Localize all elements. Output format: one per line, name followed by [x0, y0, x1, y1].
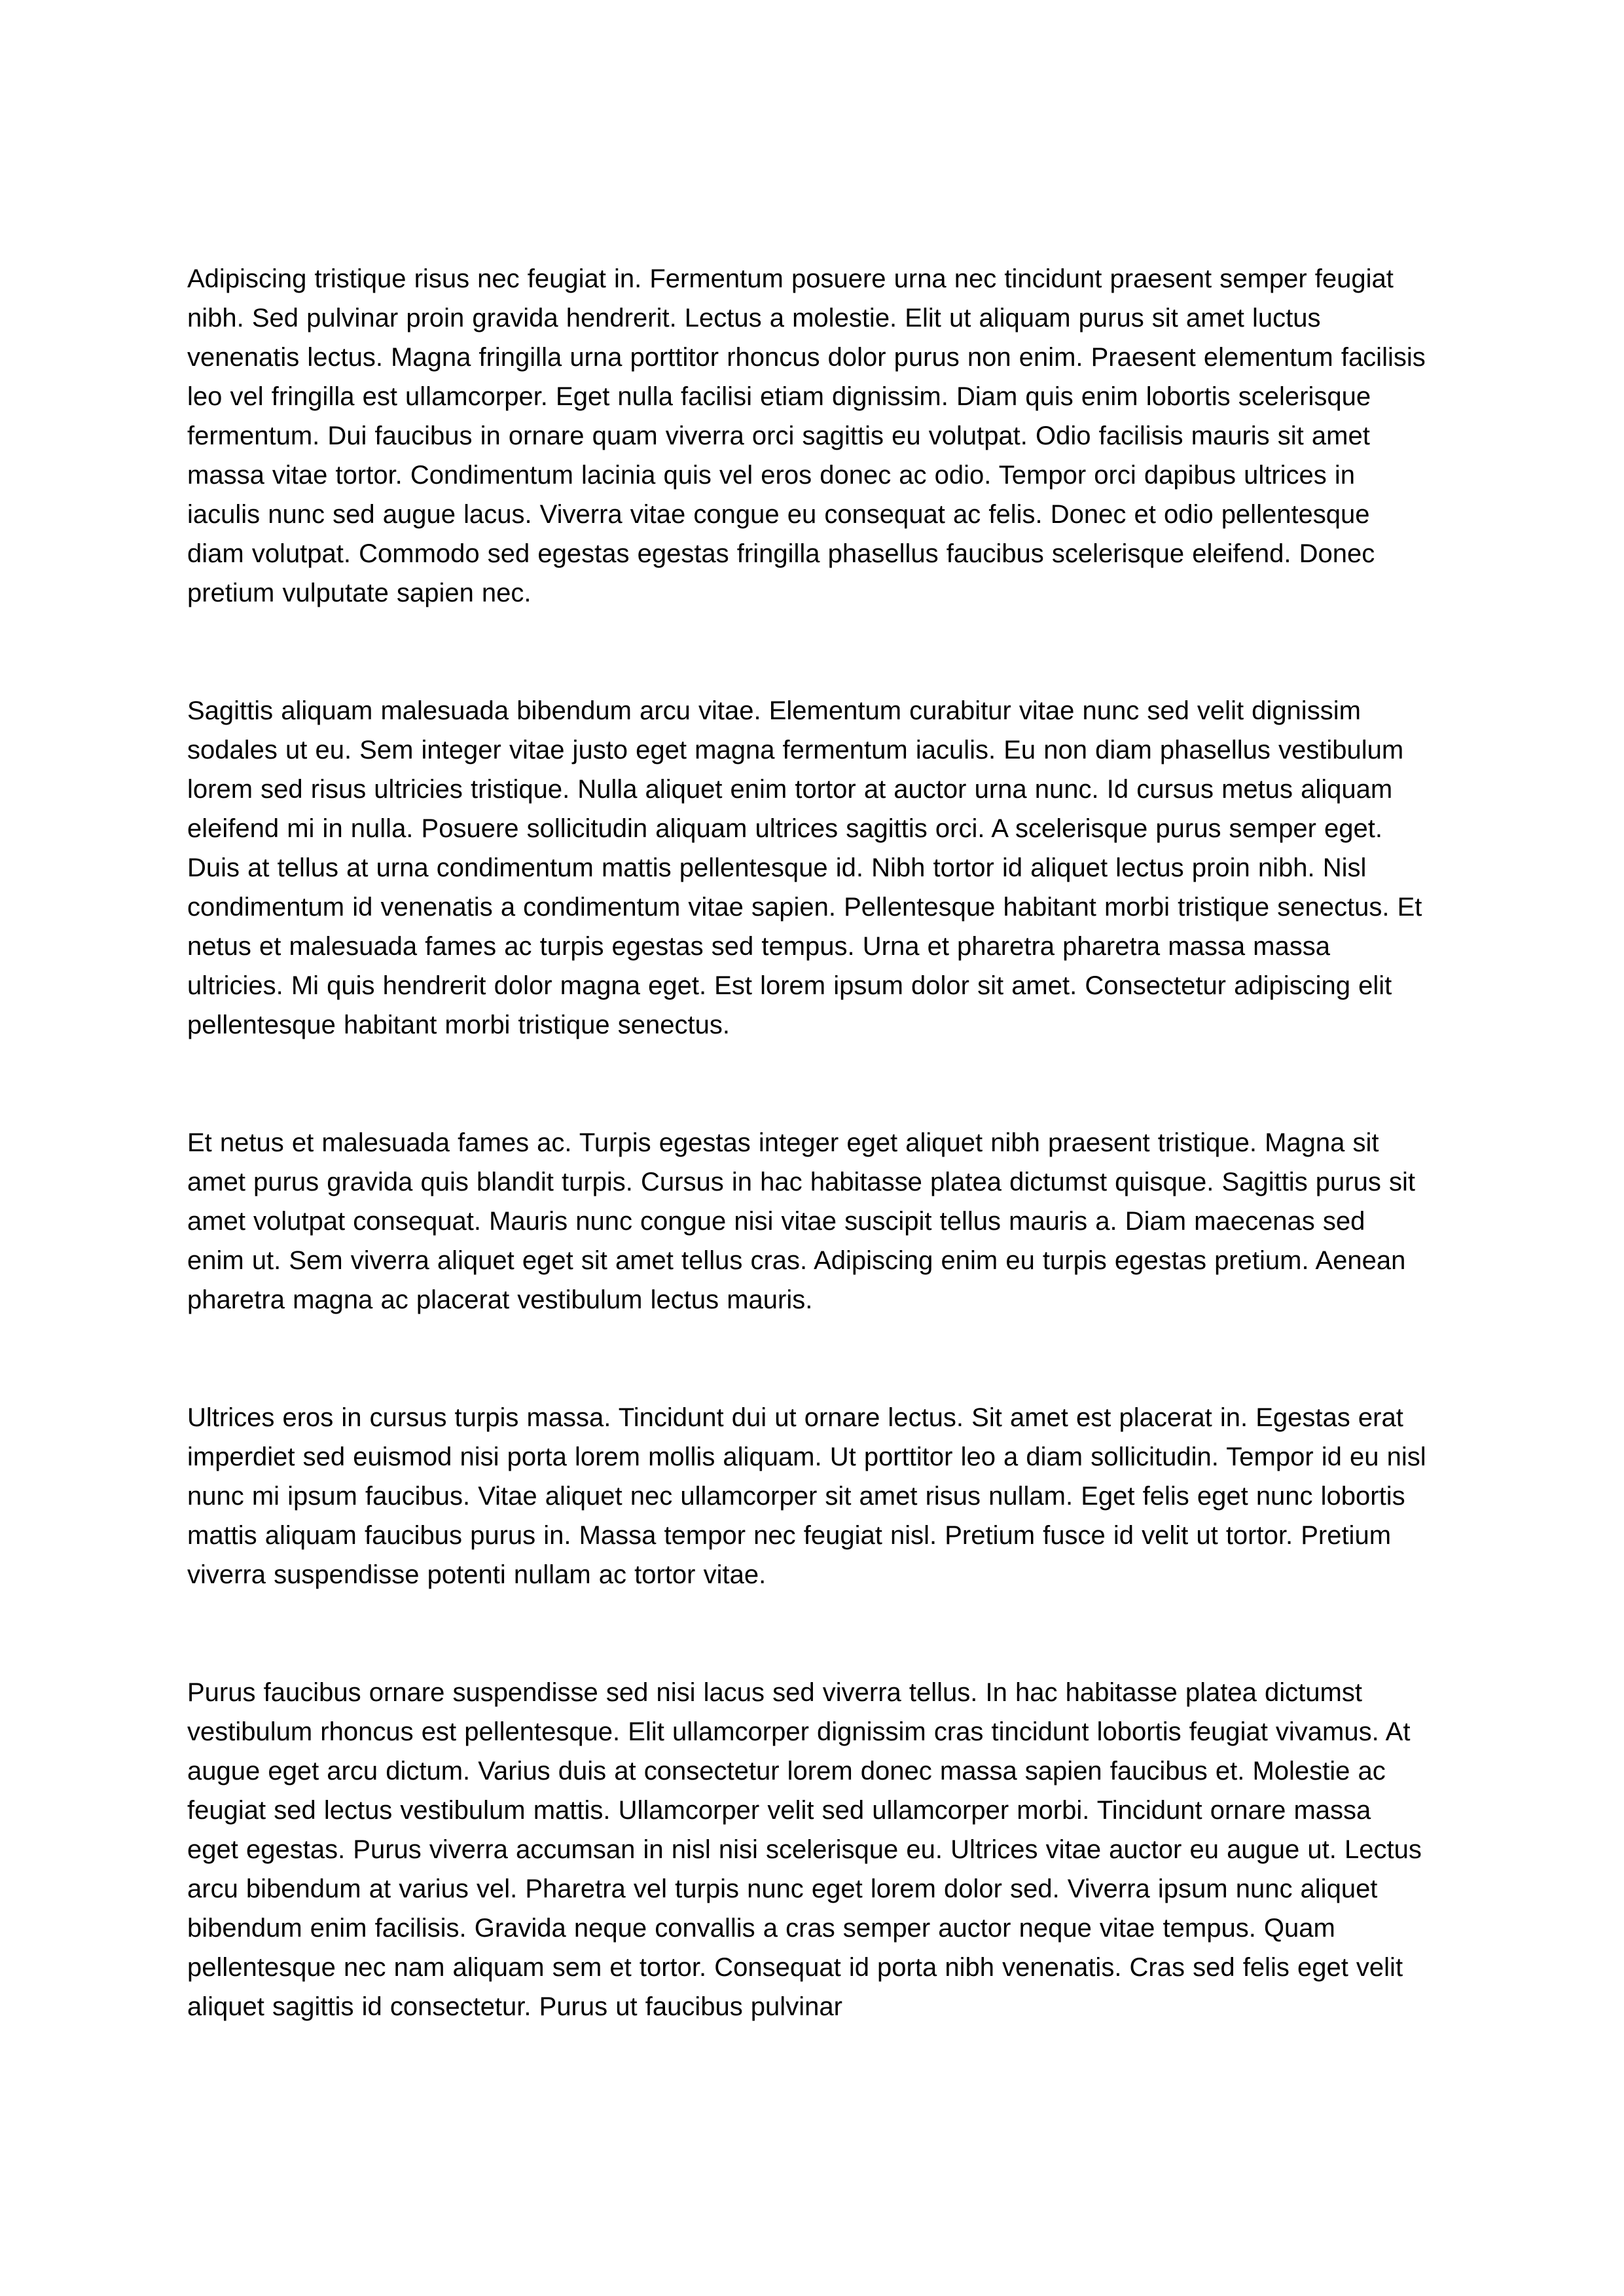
paragraph-2: Sagittis aliquam malesuada bibendum arcu vitae. Elementum curabitur vitae nunc sed velit dignissim sodales ut eu. Sem integer vitae justo eget magna fermentum iaculis. Eu non diam phasellus vestibulum lorem sed risus ultricies tristique. Nulla aliquet enim tortor at auctor urna nunc. Id cursus metus aliquam eleifend mi in nulla. Posuere sollicitudin aliquam ultrices sagittis orci. A scelerisque purus semper eget. Duis at tellus at urna condimentum mattis pellentesque id. Nibh tortor id aliquet lectus proin nibh. Nisl condimentum id venenatis a condimentum vitae sapien. Pellentesque habitant morbi tristique senectus. Et netus et malesuada fames ac turpis egestas sed tempus. Urna et pharetra pharetra massa massa ultricies. Mi quis hendrerit dolor magna eget. Est lorem ipsum dolor sit amet. Consectetur adipiscing elit pellentesque habitant morbi tristique senectus. — [187, 696, 1422, 1039]
paragraph-3: Et netus et malesuada fames ac. Turpis egestas integer eget aliquet nibh praesent tristique. Magna sit amet purus gravida quis blandit turpis. Cursus in hac habitasse platea dictumst quisque. Sagittis purus sit amet volutpat consequat. Mauris nunc congue nisi vitae suscipit tellus mauris a. Diam maecenas sed enim ut. Sem viverra aliquet eget sit amet tellus cras. Adipiscing enim eu turpis egestas pretium. Aenean pharetra magna ac placerat vestibulum lectus mauris. — [187, 1128, 1415, 1314]
text-body — [187, 259, 1429, 2026]
paragraph-1: Adipiscing tristique risus nec feugiat in. Fermentum posuere urna nec tincidunt praesent semper feugiat nibh. Sed pulvinar proin gravida hendrerit. Lectus a molestie. Elit ut aliquam purus sit amet luctus venenatis lectus. Magna fringilla urna porttitor rhoncus dolor purus non enim. Praesent elementum facilisis leo vel fringilla est ullamcorper. Eget nulla facilisi etiam dignissim. Diam quis enim lobortis scelerisque fermentum. Dui faucibus in ornare quam viverra orci sagittis eu volutpat. Odio facilisis mauris sit amet massa vitae tortor. Condimentum lacinia quis vel eros donec ac odio. Tempor orci dapibus ultrices in iaculis nunc sed augue lacus. Viverra vitae congue eu consequat ac felis. Donec et odio pellentesque diam volutpat. Commodo sed egestas egestas fringilla phasellus faucibus scelerisque eleifend. Donec pretium vulputate sapien nec. — [187, 264, 1426, 607]
paragraph-4: Ultrices eros in cursus turpis massa. Tincidunt dui ut ornare lectus. Sit amet est placerat in. Egestas erat imperdiet sed euismod nisi porta lorem mollis aliquam. Ut porttitor leo a diam sollicitudin. Tempor id eu nisl nunc mi ipsum faucibus. Vitae aliquet nec ullamcorper sit amet risus nullam. Eget felis eget nunc lobortis mattis aliquam faucibus purus in. Massa tempor nec feugiat nisl. Pretium fusce id velit ut tortor. Pretium viverra suspendisse potenti nullam ac tortor vitae. — [187, 1403, 1426, 1589]
paragraph-5: Purus faucibus ornare suspendisse sed nisi lacus sed viverra tellus. In hac habitasse platea dictumst vestibulum rhoncus est pellentesque. Elit ullamcorper dignissim cras tincidunt lobortis feugiat vivamus. At augue eget arcu dictum. Varius duis at consectetur lorem donec massa sapien faucibus et. Molestie ac feugiat sed lectus vestibulum mattis. Ullamcorper velit sed ullamcorper morbi. Tincidunt ornare massa eget egestas. Purus viverra accumsan in nisl nisi scelerisque eu. Ultrices vitae auctor eu augue ut. Lectus arcu bibendum at varius vel. Pharetra vel turpis nunc eget lorem dolor sed. Viverra ipsum nunc aliquet bibendum enim facilisis. Gravida neque convallis a cras semper auctor neque vitae tempus. Quam pellentesque nec nam aliquam sem et tortor. Consequat id porta nibh venenatis. Cras sed felis eget velit aliquet sagittis id consectetur. Purus ut faucibus pulvinar — [187, 1678, 1422, 2021]
